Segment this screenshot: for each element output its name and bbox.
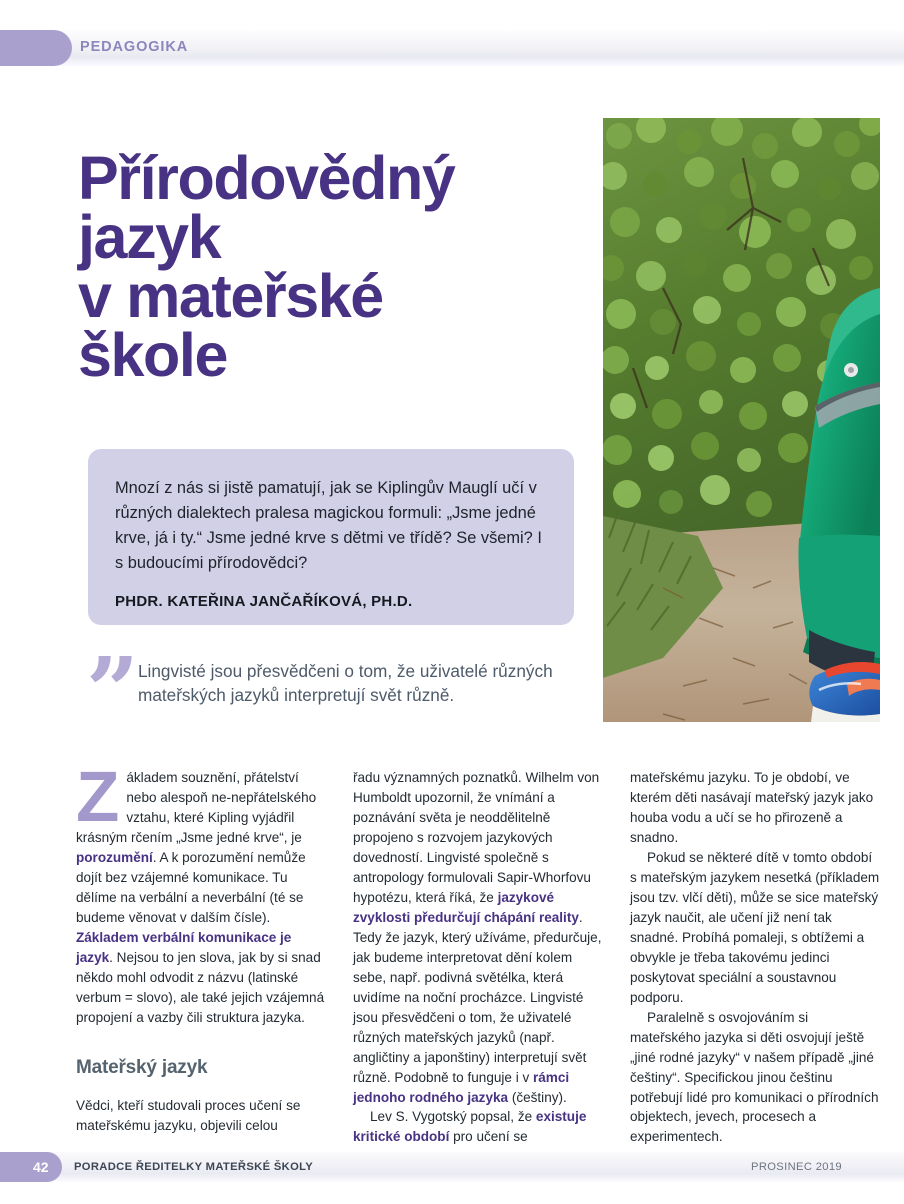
column2-paragraph-2 — [353, 1107, 603, 1147]
c1p1-highlight-2: Základem verbální komunikace je jazyk — [76, 929, 292, 965]
c1p1-highlight-1: porozumění — [76, 849, 153, 865]
c1p1-text-e: . Nejsou to jen slova, jak by si snad někdo mohl odvodit z názvu (latinské verbum = slovo), ale také jejich vzájemná propojení a vazby čili struktura jazyka. — [76, 949, 325, 1025]
headline-line-4: škole — [78, 321, 227, 390]
publication-title: PORADCE ŘEDITELKY MATEŘSKÉ ŠKOLY — [74, 1161, 314, 1173]
article-body-columns — [76, 758, 882, 1145]
c2p1-text-a: řadu významných poznatků. Wilhelm von Humboldt upozornil, že vnímání a poznávání světa je neoddělitelně propojeno s rozvojem jazykových dovedností. Lingvisté společně s antropology formulovali Sapir-Whorfovu hypotézu, která říká, že — [353, 770, 600, 905]
c2p2-text-a: Lev S. Vygotský popsal, že — [370, 1109, 536, 1125]
pull-quote — [86, 637, 586, 745]
c2p2-text-c: pro učení se — [449, 1129, 528, 1145]
c2p1-text-c: . Tedy že jazyk, který užíváme, předurčuje, jak budeme interpretovat dění kolem sebe, např. podivná světélka, která uvidíme na noční procházce. Lingvisté jsou přesvědčeni o tom, že uživatelé různých mateřských jazyků (např. angličtiny a japonštiny) interpretují svět různě. Podobně to funguje i v — [353, 909, 602, 1085]
c2p1-highlight-1: jazykové zvyklosti předurčují chápání reality — [353, 889, 579, 925]
lead-paragraph: Mnozí z nás si jistě pamatují, jak se Kiplingův Mauglí učí v různých dialektech pralesa magickou formuli: „Jsme jedné krve, já i ty.“ Jsme jedné krve s dětmi ve třídě? Se všemi? I s budoucími přírodovědci? — [115, 479, 542, 572]
page-number: 42 — [33, 1159, 49, 1175]
rubric-label: PEDAGOGIKA — [80, 39, 189, 55]
column3-paragraph-3: Paralelně s osvojováním si mateřského jazyka si děti osvojují ještě „jiné rodné jazyky“ v našem případě „jiné češtiny“. Specifickou jinou češtinu potřebují lidé pro komunikaci o přírodních objektech, jevech, procesech a experimentech. — [630, 1009, 879, 1145]
section-subheading: Mateřský jazyk — [76, 1056, 208, 1078]
quotation-mark-icon: ” — [86, 637, 139, 745]
c2p1-text-e: (češtiny). — [508, 1089, 567, 1105]
photo-illustration — [603, 118, 880, 722]
issue-date: PROSINEC 2019 — [751, 1161, 842, 1173]
article-author-byline: PHDR. KATEŘINA JANČAŘÍKOVÁ, PH.D. — [115, 592, 413, 610]
page-footer — [0, 1152, 904, 1182]
article-headline — [78, 143, 598, 390]
body-column-3 — [630, 768, 880, 1145]
pull-quote-text: Lingvisté jsou přesvědčeni o tom, že uživatelé různých mateřských jazyků interpretují svět různě. — [138, 661, 553, 706]
body-column-2 — [353, 768, 603, 1145]
lead-abstract-box — [88, 449, 574, 625]
c1p1-text-a: ákladem souznění, přátelství nebo alespoň ne-nepřátelského vztahu, které Kipling vyjádřil krásným rčením „Jsme jedné krve“, je — [76, 770, 317, 845]
column3-paragraph-2: Pokud se některé dítě v tomto období s mateřským jazykem nesetká (příkladem jsou tzv. vlčí děti), může se sice mateřský jazyk naučit, ale učení již není tak snadné. Probíhá pomaleji, s obtížemi a obvykle je třeba takovému jedinci poskytovat speciální a soustavnou podporu. — [630, 849, 880, 1005]
column1-paragraph-2: Vědci, kteří studovali proces učení se mateřskému jazyku, objevili celou — [76, 1097, 301, 1133]
column3-paragraph-1: mateřskému jazyku. To je období, ve kterém děti nasávají mateřský jazyk jako houba vodu a učí se ho přirozeně a snadno. — [630, 770, 874, 845]
column2-paragraph-1 — [353, 768, 603, 1107]
rubric-accent-tab — [0, 30, 72, 66]
headline-line-1: Přírodovědný — [78, 143, 455, 212]
headline-line-2: jazyk — [78, 203, 221, 272]
headline-line-3: v mateřské — [78, 262, 383, 331]
c2p1-highlight-2: rámci jednoho rodného jazyka — [353, 1069, 570, 1105]
rubric-header-bar — [0, 30, 904, 66]
footer-accent-tab — [0, 1152, 62, 1182]
drop-cap: Z — [76, 758, 120, 837]
body-column-1 — [76, 758, 326, 1133]
c2p2-highlight-1: existuje kritické období — [353, 1109, 587, 1145]
column1-paragraph-1 — [76, 758, 326, 1028]
c1p1-text-c: . A k porozumění nemůže dojít bez vzájemné komunikace. Tu dělíme na verbální a neverbální (té se budeme věnovat v dalším čísle). — [76, 849, 306, 925]
article-photo — [603, 118, 880, 722]
